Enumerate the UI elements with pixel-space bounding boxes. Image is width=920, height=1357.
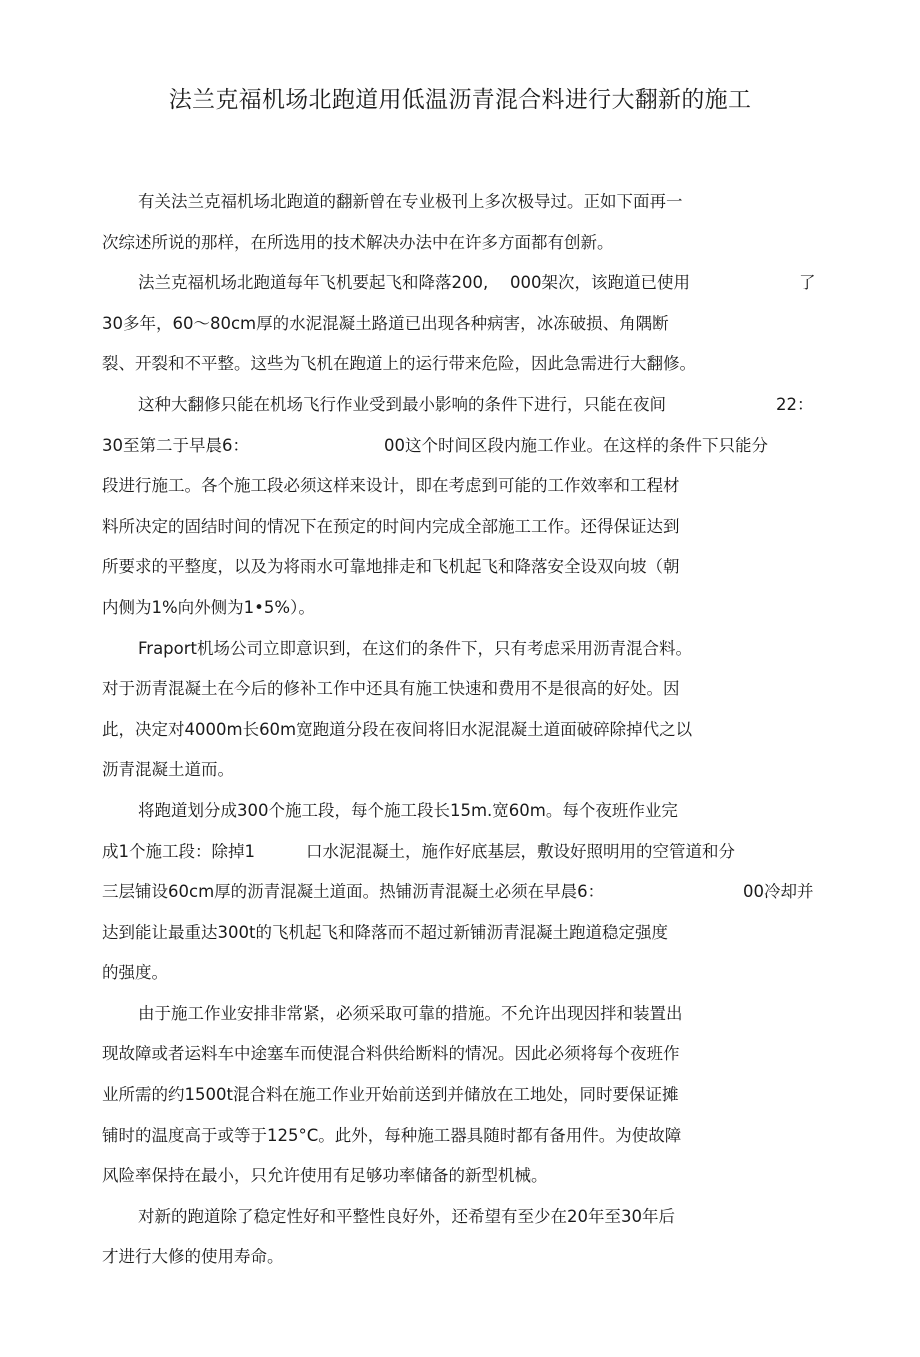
text-line: Fraport机场公司立即意识到，在这们的条件下，只有考虑采用沥青混合料。 [138,638,693,658]
text-segment: 这种大翻修只能在机场飞行作业受到最小影响的条件下进行，只能在夜间 [138,394,666,414]
document-title: 法兰克福机场北跑道用低温沥青混合料进行大翻新的施工 [168,87,752,113]
text-segment: 三层铺设60cm厚的沥青混凝土道面。热铺沥青混凝土必须在早晨6： [102,882,605,902]
text-segment: 30至第二于早晨6： [102,435,249,455]
text-segment: 了 [799,273,816,293]
text-line: 次综述所说的那样，在所选用的技术解决办法中在许多方面都有创新。 [102,232,614,252]
text-line: 将跑道划分成300个施工段，每个施工段长15m.宽60m。每个夜班作业完 [138,800,678,820]
text-line: 才进行大修的使用寿命。 [102,1247,284,1267]
text-segment: 成1个施工段：除掉1 [102,841,255,861]
text-line: 沥青混凝土道而。 [102,760,234,780]
text-line: 由于施工作业安排非常紧，必须采取可靠的措施。不允许出现因拌和装置出 [138,1003,683,1023]
text-line: 对新的跑道除了稳定性好和平整性良好外，还希望有至少在20年至30年后 [138,1206,675,1226]
text-line: 裂、开裂和不平整。这些为飞机在跑道上的运行带来危险，因此急需进行大翻修。 [102,354,696,374]
text-line: 所要求的平整度，以及为将雨水可靠地排走和飞机起飞和降落安全设双向坡（朝 [102,557,680,577]
text-line: 对于沥青混凝土在今后的修补工作中还具有施工快速和费用不是很高的好处。因 [102,679,680,699]
text-line: 内侧为1%向外侧为1•5%）。 [102,597,315,617]
text-line [102,385,822,426]
text-line: 达到能让最重达300t的飞机起飞和降落而不超过新铺沥青混凝土跑道稳定强度 [102,922,668,942]
text-line: 风险率保持在最小，只允许使用有足够功率储备的新型机械。 [102,1166,548,1186]
text-segment: 法兰克福机场北跑道每年飞机要起飞和降落200, [138,273,489,293]
text-line: 料所决定的固结时间的情况下在预定的时间内完成全部施工工作。还得保证达到 [102,516,680,536]
text-line: 有关法兰克福机场北跑道的翻新曾在专业极刊上多次极导过。正如下面再一 [138,192,683,211]
text-line [102,832,822,873]
text-segment: 00这个时间区段内施工作业。在这样的条件下只能分 [384,435,768,455]
text-line: 业所需的约1500t混合料在施工作业开始前送到并储放在工地处，同时要保证摊 [102,1085,679,1105]
text-segment: 000架次，该跑道已使用 [510,273,690,293]
text-segment: 00冷却并 [743,882,814,902]
text-line: 现故障或者运料车中途塞车而使混合料供给断料的情况。因此必须将每个夜班作 [102,1044,680,1064]
text-line: 此，决定对4000m长60m宽跑道分段在夜间将旧水泥混凝土道面破碎除掉代之以 [102,719,693,739]
text-segment: 22： [776,394,814,414]
text-line: 铺时的温度高于或等于125°C。此外，每种施工器具随时都有备用件。为使故障 [102,1125,682,1145]
text-line [102,426,822,467]
text-line: 段进行施工。各个施工段必须这样来设计，即在考虑到可能的工作效率和工程材 [102,476,680,496]
text-line [102,872,822,913]
document-body [102,182,822,1278]
text-line: 30多年，60～80cm厚的水泥混凝土路道已出现各种病害，冰冻破损、角隅断 [102,313,669,333]
text-line: 的强度。 [102,963,168,983]
text-segment: 口水泥混凝土，施作好底基层，敷设好照明用的空管道和分 [306,841,735,861]
text-line [102,263,822,304]
